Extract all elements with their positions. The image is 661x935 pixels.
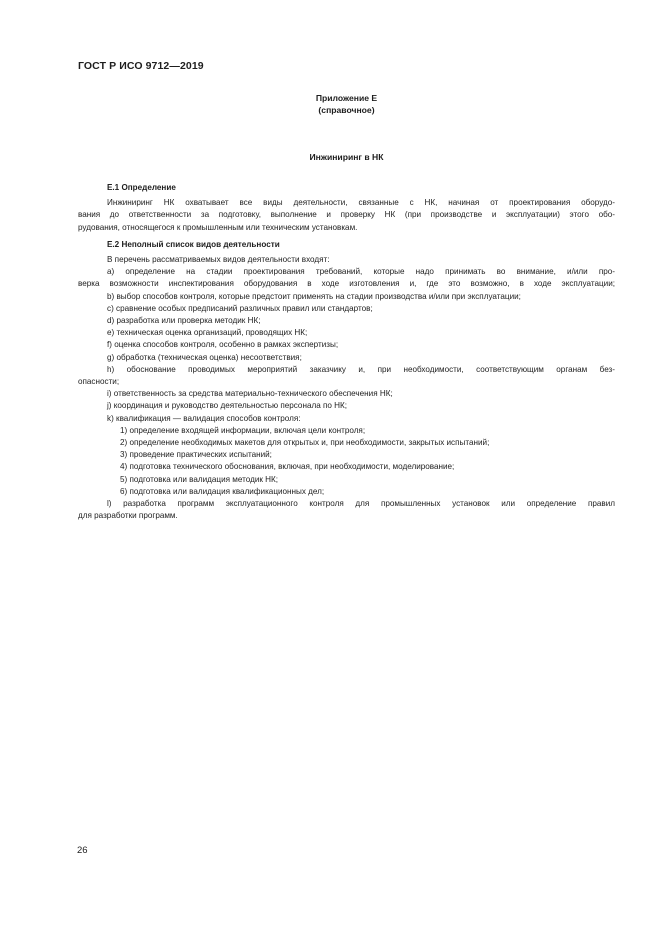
text-line: вания до ответственности за подготовку, выполнение и проверку НК (при производстве и эксплуатации) этого обо- <box>78 210 615 220</box>
document-body <box>78 182 615 522</box>
sub-list-item: 4) подготовка технического обоснования, включая, при необходимости, моделирование; <box>120 462 455 472</box>
appendix-title: Инжиниринг в НК <box>309 152 384 162</box>
list-item-i: i) ответственность за средства материально-технического обеспечения НК; <box>107 389 393 399</box>
appendix-note: (справочное) <box>318 105 375 115</box>
list-item-f: f) оценка способов контроля, особенно в рамках экспертизы; <box>107 340 339 350</box>
list-item-a-cont: верка возможности инспектирования оборудования в ходе изготовления и, где это возможно, в ходе эксплуатации; <box>78 279 615 289</box>
section-heading-e2: Е.2 Неполный список видов деятельности <box>107 239 280 249</box>
list-item-l: l) разработка программ эксплуатационного контроля для промышленных установок или определение правил <box>107 499 615 509</box>
list-item-g: g) обработка (техническая оценка) несоответствия; <box>107 352 302 362</box>
sub-list-item: 5) подготовка или валидация методик НК; <box>120 474 279 484</box>
list-intro: В перечень рассматриваемых видов деятельности входят: <box>107 255 330 265</box>
appendix-label: Приложение Е <box>315 93 378 103</box>
activity-list <box>78 254 615 522</box>
appendix-label-block <box>0 92 661 116</box>
list-item-a: a) определение на стадии проектирования требований, которые надо принимать во внимание, и/или про- <box>107 267 615 277</box>
section-heading-e1: Е.1 Определение <box>107 183 176 192</box>
section-e1-paragraph <box>78 197 615 234</box>
sub-list-item: 6) подготовка или валидация квалификационных дел; <box>120 486 325 496</box>
list-item-l-cont: для разработки программ. <box>78 511 178 521</box>
list-item-h: h) обоснование проводимых мероприятий заказчику и, при необходимости, соответствующим органам без- <box>107 364 615 374</box>
text-line: Инжиниринг НК охватывает все виды деятельности, связанные с НК, начиная от проектирования оборудо- <box>107 198 615 208</box>
list-item-b: b) выбор способов контроля, которые предстоит применять на стадии производства и/или при эксплуатации; <box>107 291 521 301</box>
sub-list-item: 1) определение входящей информации, включая цели контроля; <box>120 425 366 435</box>
sub-list-item: 2) определение необходимых макетов для открытых и, при необходимости, закрытых испытаний; <box>120 438 490 448</box>
list-item-d: d) разработка или проверка методик НК; <box>107 316 261 326</box>
list-item-c: c) сравнение особых предписаний различных правил или стандартов; <box>107 303 373 313</box>
page-number: 26 <box>77 845 88 856</box>
sub-list-item: 3) проведение практических испытаний; <box>120 450 272 460</box>
text-line: рудования, относящегося к промышленным или техническим установкам. <box>78 222 358 232</box>
list-item-j: j) координация и руководство деятельностью персонала по НК; <box>107 401 348 411</box>
list-item-h-cont: опасности; <box>78 377 120 387</box>
list-item-k: k) квалификация — валидация способов контроля: <box>107 413 301 423</box>
list-item-e: e) техническая оценка организаций, проводящих НК; <box>107 328 308 338</box>
document-code: ГОСТ Р ИСО 9712—2019 <box>78 60 204 72</box>
